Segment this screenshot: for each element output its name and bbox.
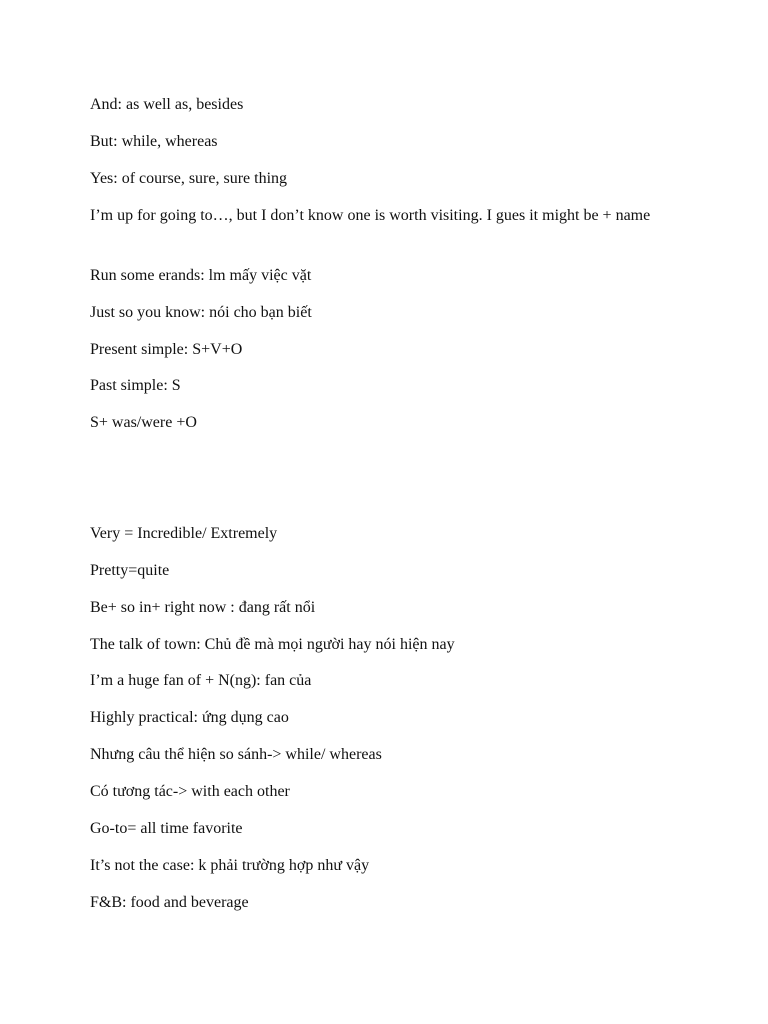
note-line: I’m a huge fan of + N(ng): fan của <box>90 672 312 689</box>
note-line: Very = Incredible/ Extremely <box>90 525 278 542</box>
note-line: Yes: of course, sure, sure thing <box>90 170 288 187</box>
note-line: But: while, whereas <box>90 133 218 150</box>
note-line: Just so you know: nói cho bạn biết <box>90 304 312 321</box>
note-line: Past simple: S <box>90 377 181 394</box>
note-line: It’s not the case: k phải trường hợp như vậy <box>90 857 370 874</box>
note-line: Present simple: S+V+O <box>90 341 243 358</box>
note-line: The talk of town: Chủ đề mà mọi người hay nói hiện nay <box>90 636 455 653</box>
note-line: Run some erands: lm mấy việc vặt <box>90 267 312 284</box>
note-line: Pretty=quite <box>90 562 170 579</box>
note-line: Be+ so in+ right now : đang rất nổi <box>90 599 316 616</box>
note-line: F&B: food and beverage <box>90 894 249 911</box>
note-line: Nhưng câu thể hiện so sánh-> while/ whereas <box>90 746 382 763</box>
note-line: S+ was/were +O <box>90 414 197 431</box>
note-line: And: as well as, besides <box>90 96 244 113</box>
note-line: Go-to= all time favorite <box>90 820 243 837</box>
note-line: Có tương tác-> with each other <box>90 783 290 800</box>
note-line: I’m up for going to…, but I don’t know one is worth visiting. I gues it might be + name <box>90 207 651 224</box>
note-line: Highly practical: ứng dụng cao <box>90 709 289 726</box>
